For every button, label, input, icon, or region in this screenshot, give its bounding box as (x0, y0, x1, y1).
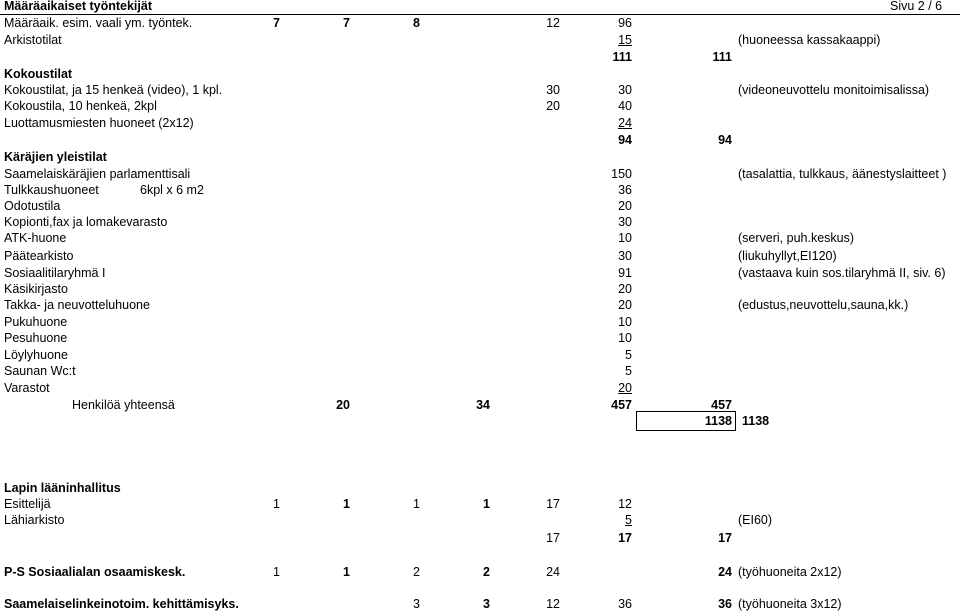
total-cell: 20 (336, 398, 350, 412)
cell: 5 (625, 348, 632, 362)
row-label: Kopionti,fax ja lomakevarasto (4, 215, 168, 229)
total-cell: 34 (476, 398, 490, 412)
subtotal: 17 (546, 531, 560, 545)
cell: 24 (546, 565, 560, 579)
row-note: (vastaava kuin sos.tilaryhmä II, siv. 6) (738, 266, 946, 280)
subtotal: 94 (718, 133, 732, 147)
cell: 24 (618, 116, 632, 130)
cell: 10 (618, 231, 632, 245)
cell: 36 (618, 183, 632, 197)
cell: 3 (483, 597, 490, 611)
row-label: Takka- ja neuvotteluhuone (4, 298, 150, 312)
row-label: Kokoustila, 10 henkeä, 2kpl (4, 99, 157, 113)
section-heading: Kokoustilat (4, 67, 73, 81)
row-label-detail: 6kpl x 6 m2 (140, 183, 204, 197)
row-note: (työhuoneita 3x12) (738, 597, 842, 611)
grand-total: 1138 (742, 414, 770, 428)
section-heading: Käräjien yleistilat (4, 150, 107, 164)
row-label: Luottamusmiesten huoneet (2x12) (4, 116, 194, 130)
subtotal: 94 (618, 133, 632, 147)
cell: 1 (273, 565, 280, 579)
section-heading: Lapin lääninhallitus (4, 481, 121, 495)
cell: 30 (618, 83, 632, 97)
page-number: Sivu 2 / 6 (890, 0, 943, 13)
row-label: Tulkkaushuoneet (4, 183, 99, 197)
cell: 1 (273, 497, 280, 511)
row-note: (videoneuvottelu monitoimisalissa) (738, 83, 930, 97)
section-title: Määräaikaiset työntekijät (4, 0, 152, 13)
cell: 17 (546, 497, 560, 511)
row-note: (EI60) (738, 513, 773, 527)
cell: 2 (413, 565, 420, 579)
cell: 20 (618, 298, 632, 312)
cell: 30 (618, 215, 632, 229)
cell: 1 (343, 565, 350, 579)
row-label: Päätearkisto (4, 249, 74, 263)
total-cell: 457 (711, 398, 732, 412)
cell: 10 (618, 315, 632, 329)
cell: 5 (625, 513, 632, 527)
row-label: Löylyhuone (4, 348, 68, 362)
cell: 30 (546, 83, 560, 97)
cell: 36 (618, 597, 632, 611)
row-label: Saamelaiselinkeinotoim. kehittämisyks. (4, 597, 239, 611)
row-note: (edustus,neuvottelu,sauna,kk.) (738, 298, 909, 312)
row-note: (serveri, puh.keskus) (738, 231, 855, 245)
row-note: (huoneessa kassakaappi) (738, 33, 881, 47)
cell: 7 (273, 16, 280, 30)
cell: 12 (546, 16, 560, 30)
subtotal: 17 (618, 531, 632, 545)
subtotal: 17 (718, 531, 732, 545)
cell: 40 (618, 99, 632, 113)
subtotal: 111 (612, 50, 632, 64)
row-note: (tasalattia, tulkkaus, äänestyslaitteet ) (738, 167, 947, 181)
cell: 20 (618, 381, 632, 395)
cell: 1 (343, 497, 350, 511)
row-label: Pukuhuone (4, 315, 68, 329)
row-label: Saamelaiskäräjien parlamenttisali (4, 167, 191, 181)
cell: 36 (718, 597, 732, 611)
row-label: ATK-huone (4, 231, 67, 245)
cell: 150 (611, 167, 632, 181)
row-label: Arkistotilat (4, 33, 62, 47)
cell: 8 (413, 16, 420, 30)
cell: 10 (618, 331, 632, 345)
cell: 91 (618, 266, 632, 280)
row-note: (työhuoneita 2x12) (738, 565, 842, 579)
row-label: Sosiaalitilaryhmä I (4, 266, 106, 280)
row-label: P-S Sosiaalialan osaamiskesk. (4, 565, 186, 579)
cell: 20 (546, 99, 560, 113)
cell: 3 (413, 597, 420, 611)
cell: 1 (413, 497, 420, 511)
cell: 2 (483, 565, 490, 579)
cell: 12 (618, 497, 632, 511)
cell: 96 (618, 16, 632, 30)
cell: 7 (343, 16, 350, 30)
grand-total: 1138 (704, 414, 732, 428)
cell: 20 (618, 282, 632, 296)
cell: 20 (618, 199, 632, 213)
total-cell: 457 (611, 398, 632, 412)
row-label: Pesuhuone (4, 331, 68, 345)
cell: 12 (546, 597, 560, 611)
row-note: (liukuhyllyt,EI120) (738, 249, 837, 263)
total-label: Henkilöä yhteensä (72, 398, 175, 412)
row-label: Saunan Wc:t (4, 364, 76, 378)
cell: 15 (618, 33, 632, 47)
subtotal: 111 (712, 50, 732, 64)
row-label: Varastot (4, 381, 50, 395)
row-label: Lähiarkisto (4, 513, 65, 527)
cell: 24 (718, 565, 732, 579)
cell: 5 (625, 364, 632, 378)
row-label: Määräaik. esim. vaali ym. työntek. (4, 16, 193, 30)
cell: 30 (618, 249, 632, 263)
row-label: Odotustila (4, 199, 61, 213)
row-label: Käsikirjasto (4, 282, 68, 296)
cell: 1 (483, 497, 490, 511)
row-label: Esittelijä (4, 497, 51, 511)
row-label: Kokoustilat, ja 15 henkeä (video), 1 kpl. (4, 83, 223, 97)
